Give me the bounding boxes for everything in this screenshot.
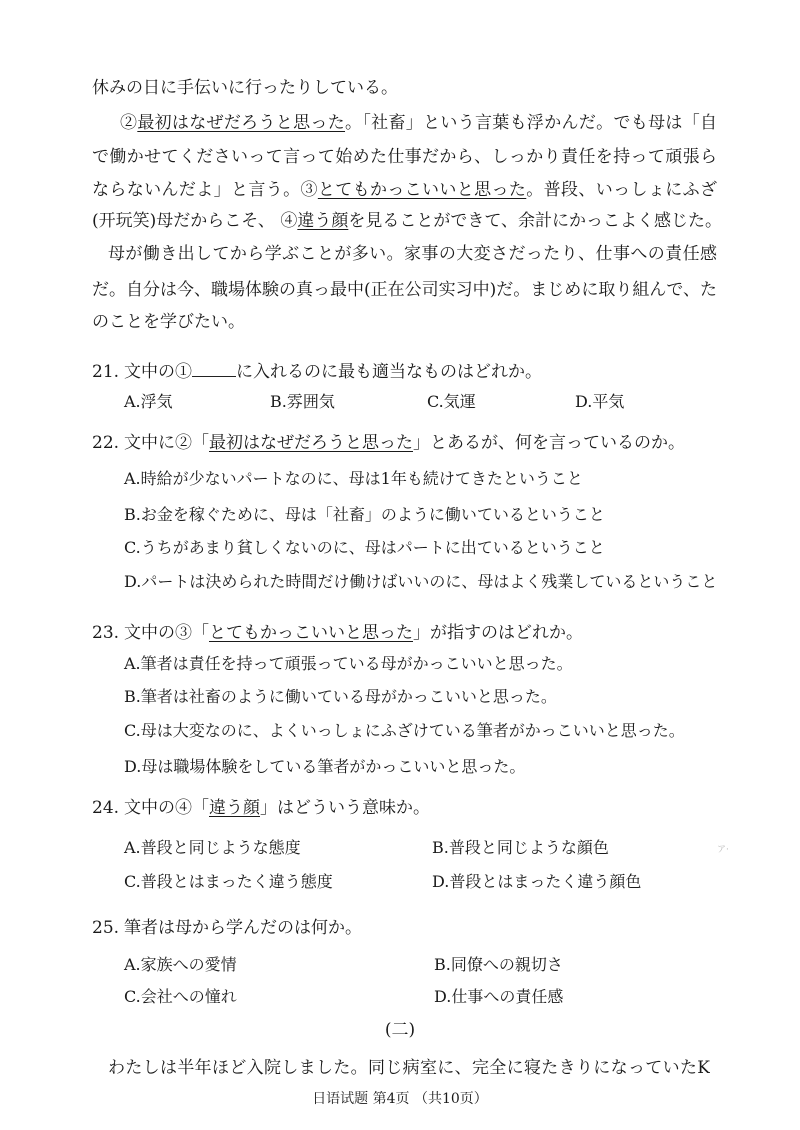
option-d: D.パートは決められた時間だけ働けばいいのに、母はよく残業しているということ [124,572,718,591]
underlined-phrase-2: 最初はなぜだろうと思った [137,113,346,133]
question-stem [92,917,362,939]
question-number: 23. [92,623,120,643]
underlined-phrase: 違う顔 [209,798,260,818]
question-number: 25. [92,918,120,938]
text: 文中の③「 [124,623,209,643]
passage-line [92,210,722,232]
passage-line: だ。自分は今、職場体験の真っ最中(正在公司实习中)だ。まじめに取り組んで、た [92,280,717,300]
option-a: A.浮気 [124,392,173,411]
text: 」が指すのはどれか。 [413,623,583,643]
option-d: D.仕事への責任感 [434,987,564,1006]
marker-2: ② [120,113,138,133]
text: 文中の① [124,362,192,382]
option-c: C.気運 [427,392,476,411]
option-b: B.普段と同じような顔色 [432,838,609,857]
option-b: B.雰囲気 [270,392,335,411]
option-c: C.会社への憧れ [124,987,237,1006]
underlined-phrase-3: とてもかっこいいと思った [317,180,527,200]
option-b: B.お金を稼ぐために、母は「社畜」のように働いているということ [124,505,605,524]
option-a: A.時給が少ないパートなのに、母は1年も続けてきたということ [124,469,583,488]
option-b: B.筆者は社畜のように働いている母がかっこいいと思った。 [124,687,557,706]
underlined-phrase: 最初はなぜだろうと思った [209,433,413,453]
passage-line: で働かせてくださいって言って始めた仕事だから、しっかり責任を持って頑張ら [92,147,717,167]
option-b: B.同僚への親切さ [434,955,563,974]
question-stem [92,797,430,819]
passage-line: のことを学びたい。 [92,312,245,332]
text: 文中に②「 [124,433,209,453]
option-c: C.うちがあまり貧しくないのに、母はパートに出ているということ [124,538,605,557]
passage-line [92,179,717,201]
text: 。普段、いっしょにふざ [526,180,717,200]
text: を見ることができて、余計にかっこよく感じた。 [348,211,722,231]
passage-line: 母が働き出してから学ぶことが多い。家事の大変さだったり、仕事への責任感 [108,244,717,264]
scan-mark: ア· [717,845,729,855]
option-c: C.母は大変なのに、よくいっしょにふざけている筆者がかっこいいと思った。 [124,721,685,740]
section-heading: (二) [384,1020,416,1040]
question-number: 24. [92,798,120,818]
question-stem [92,361,542,383]
question-stem [92,622,583,644]
option-a: A.家族への愛情 [124,955,237,974]
text: (开玩笑)母だからこそ、 ④ [92,211,298,231]
underlined-phrase: とてもかっこいいと思った [209,623,413,643]
text: 。「社畜」という言葉も浮かんだ。でも母は「自 [345,113,717,133]
option-a: A.筆者は責任を持って頑張っている母がかっこいいと思った。 [124,654,573,673]
passage-line: わたしは半年ほど入院しました。同じ病室に、完全に寝たきりになっていたK [108,1058,710,1078]
underlined-phrase-4: 違う顔 [297,211,349,231]
answer-blank [192,362,236,377]
question-number: 22. [92,433,120,453]
question-number: 21. [92,362,120,382]
option-c: C.普段とはまったく違う態度 [124,872,333,891]
question-stem [92,432,685,454]
option-a: A.普段と同じような態度 [124,838,301,857]
text: 筆者は母から学んだのは何か。 [124,918,362,938]
page-footer: 日语试题 第4页 （共10页） [312,1091,488,1107]
text: 」はどういう意味か。 [260,798,430,818]
option-d: D.母は職場体験をしている筆者がかっこいいと思った。 [124,757,526,776]
passage-line: 休みの日に手伝いに行ったりしている。 [92,78,398,98]
text: 文中の④「 [124,798,209,818]
text: ならないんだよ」と言う。③ [92,180,318,200]
text: に入れるのに最も適当なものはどれか。 [236,362,542,382]
option-d: D.普段とはまったく違う顔色 [432,872,642,891]
passage-line [120,112,717,134]
text: 」とあるが、何を言っているのか。 [413,433,685,453]
option-d: D.平気 [575,392,625,411]
